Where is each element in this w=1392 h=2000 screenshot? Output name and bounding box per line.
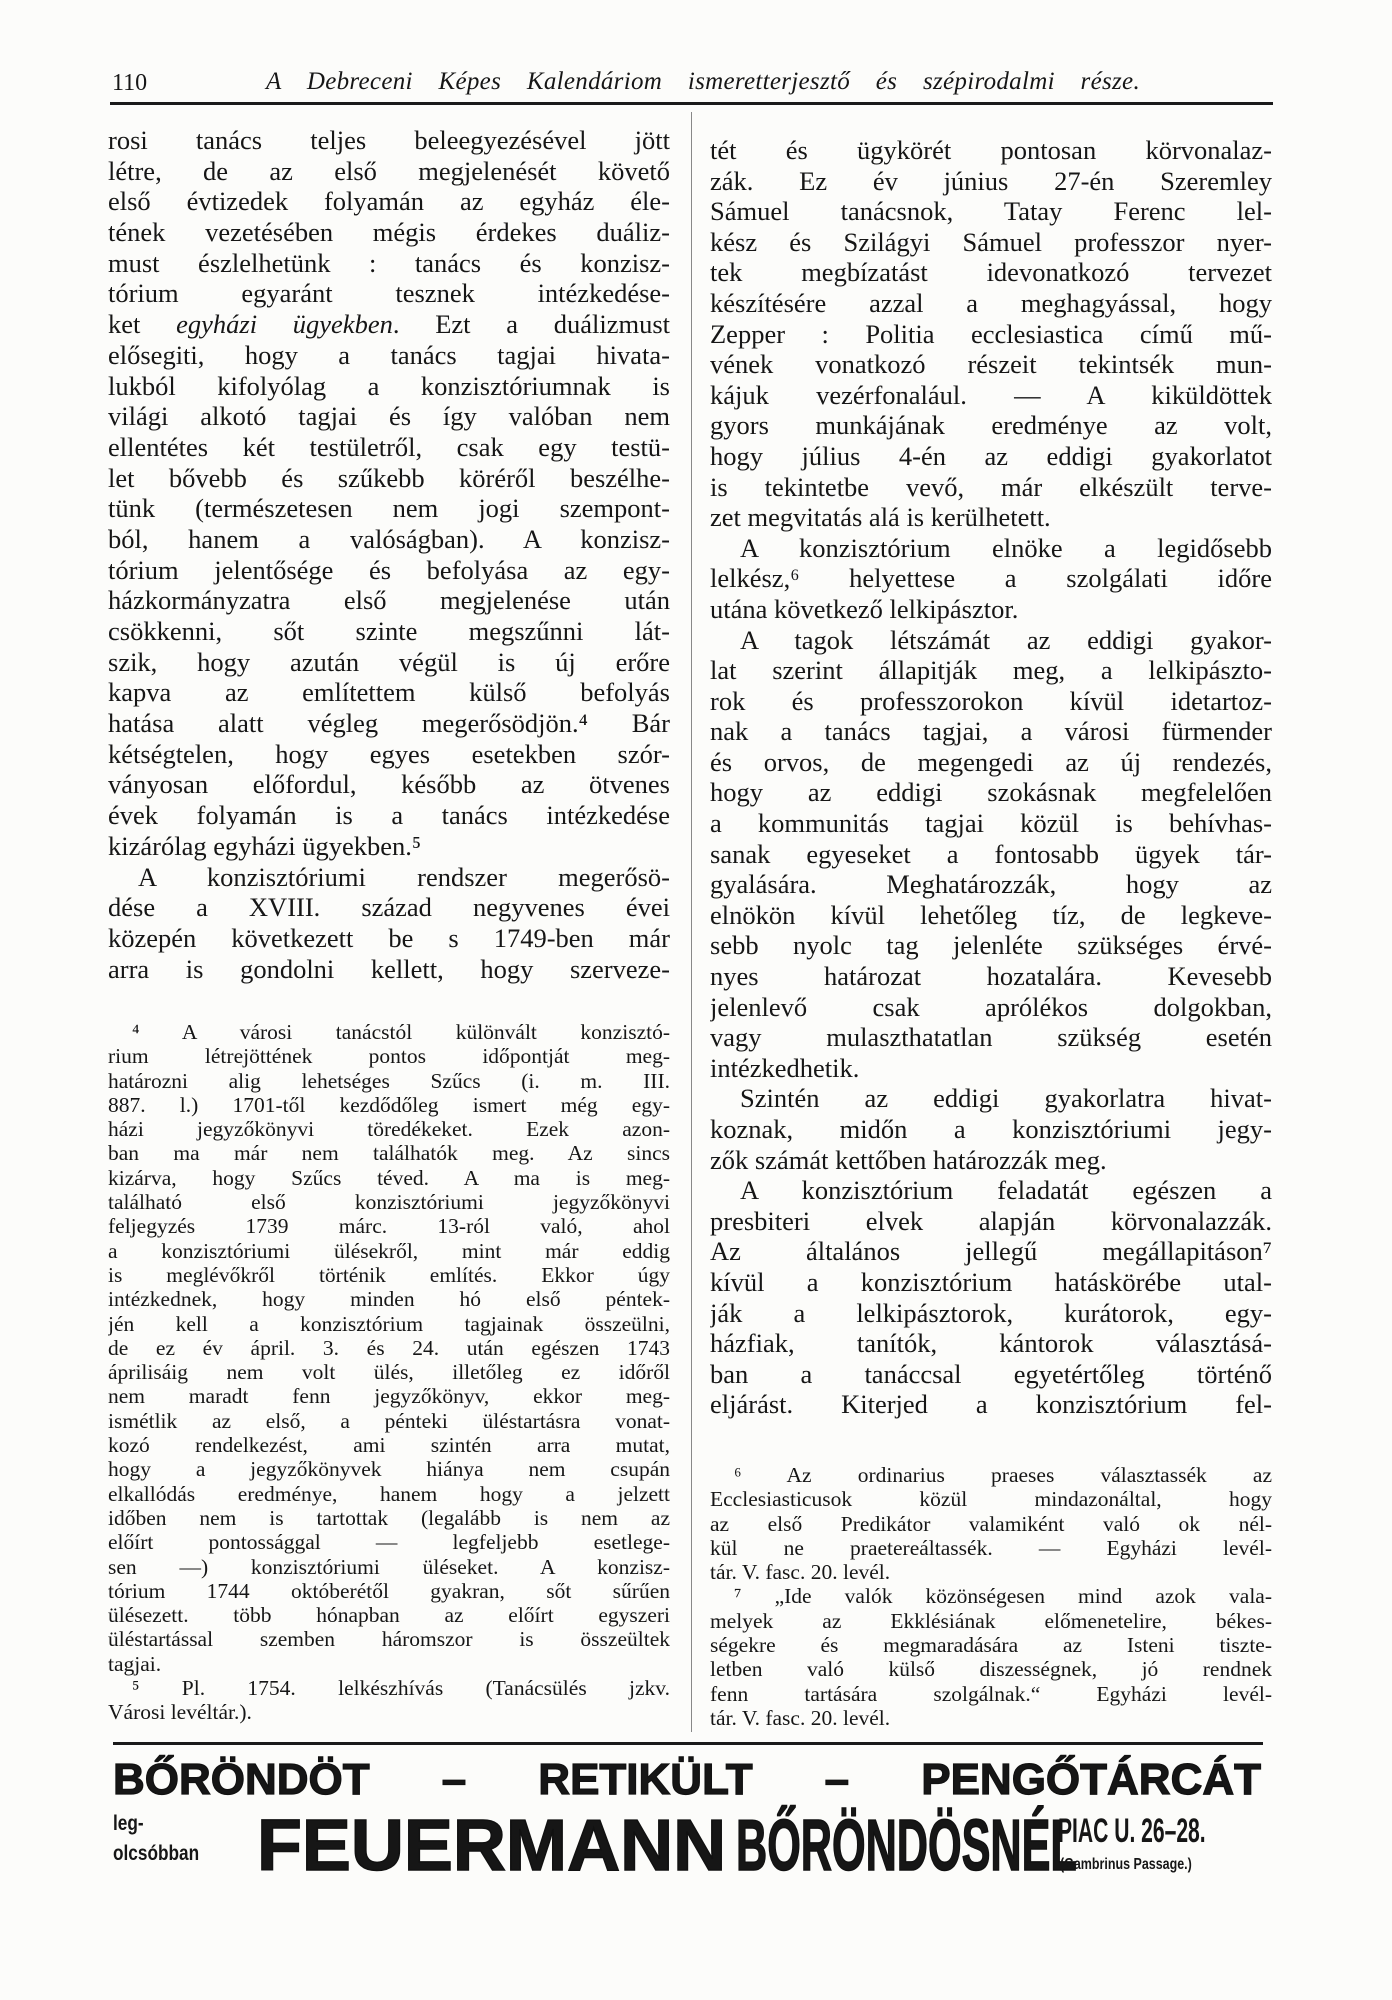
italic-text: egyházi ügyekben bbox=[176, 309, 393, 340]
text-segment: ket bbox=[108, 309, 177, 340]
text-line: vének vonatkozó részeit tekintsék mun- bbox=[710, 349, 1272, 380]
text-line: Ecclesiasticusok közül mindazonáltal, hogy bbox=[710, 1487, 1272, 1512]
text-line: előírt pontossággal — legfeljebb esetlege- bbox=[108, 1530, 670, 1555]
text-line: zet megvitatás alá is kerülhetett. bbox=[710, 502, 1051, 533]
ad-shop-name: BŐRÖNDÖSNÉL bbox=[736, 1806, 1077, 1886]
text-line: hogy az eddigi szokásnak megfelelően bbox=[710, 777, 1272, 808]
text-line: ⁶ Az ordinarius praeses választassék az bbox=[734, 1463, 1272, 1487]
text-line: első évtizedek folyamán az egyház éle- bbox=[108, 186, 670, 217]
text-line: jelenlevő csak aprólékos dolgokban, bbox=[710, 991, 1272, 1022]
text-line: kozó rendelkezést, ami szintén arra mutat, bbox=[108, 1433, 670, 1458]
text-line: csökkenni, sőt szinte megszűnni lát- bbox=[108, 616, 670, 646]
ad-headline: BŐRÖNDÖT – RETIKÜLT – PENGŐTÁRCÁT bbox=[113, 1755, 1261, 1804]
text-line: évek folyamán is a tanács intézkedése bbox=[108, 800, 670, 831]
text-line: hogy július 4-én az eddigi gyakorlatot bbox=[710, 440, 1272, 471]
text-line: kül ne praetereáltassék. — Egyházi levél- bbox=[710, 1535, 1272, 1560]
right-column-footnotes bbox=[710, 1463, 1272, 1730]
text-line: házkormányzatra első megjelenése után bbox=[108, 585, 670, 616]
text-line: időben nem is tartottak (legalább is nem az bbox=[108, 1505, 670, 1530]
ad-prefix-line1: leg- bbox=[113, 1812, 144, 1835]
text-line: készítésére azzal a meghagyással, hogy bbox=[710, 287, 1272, 318]
text-line: elnökön kívül lehetőleg tíz, de legkeve- bbox=[710, 899, 1272, 930]
text-segment: . Ezt a duálizmust bbox=[392, 309, 670, 340]
text-line: áprilisáig nem volt ülés, illetőleg ez időről bbox=[108, 1360, 670, 1385]
text-line: és orvos, de megengedi az új rendezés, bbox=[710, 746, 1272, 777]
ad-address: PIAC U. 26–28. bbox=[1058, 1812, 1206, 1850]
running-title: A Debreceni Képes Kalendáriom ismeretterjesztő és szépirodalmi része. bbox=[266, 68, 1140, 95]
text-line: tórium 1744 októberétől gyakran, sőt sűrűen bbox=[108, 1578, 670, 1603]
ad-prefix-line2: olcsóbban bbox=[113, 1842, 200, 1865]
text-line: kizárva, hogy Szűcs téved. A ma is meg- bbox=[108, 1165, 670, 1190]
right-column-body bbox=[710, 135, 1272, 1420]
text-line: a konzisztóriumi ülésekről, mint már eddig bbox=[108, 1238, 670, 1263]
text-line: vagy mulaszthatatlan szükség esetén bbox=[710, 1022, 1272, 1053]
text-line: let bővebb és szűkebb köréről beszélhe- bbox=[108, 462, 670, 493]
left-column-footnotes bbox=[108, 1020, 670, 1725]
text-line: tórium egyaránt tesznek intézkedése- bbox=[108, 278, 670, 309]
text-line: ban a tanáccsal egyetértőleg történő bbox=[710, 1358, 1272, 1389]
text-line: lelkész,⁶ helyettese a szolgálati időre bbox=[710, 563, 1272, 594]
text-line: világi alkotó tagjai és így valóban nem bbox=[108, 401, 670, 432]
text-line: sanak egyeseket a fontosabb ügyek tár- bbox=[710, 838, 1272, 869]
left-column-body bbox=[108, 125, 670, 984]
text-line: feljegyzés 1739 márc. 13-ról való, ahol bbox=[108, 1214, 670, 1239]
text-line: szik, hogy azután végül is új erőre bbox=[108, 646, 670, 677]
text-line: Városi levéltár.). bbox=[108, 1700, 252, 1725]
text-line: ⁷ „Ide valók közönségesen mind azok vala- bbox=[734, 1584, 1272, 1609]
ad-company-name: FEUERMANN bbox=[257, 1806, 727, 1886]
page-number: 110 bbox=[112, 70, 148, 96]
text-line: az első Predikátor valamiként való ok nél- bbox=[710, 1511, 1272, 1536]
text-line: házi jegyzőkönyvi töredékeket. Ezek azon- bbox=[108, 1117, 670, 1142]
text-line: kétségtelen, hogy egyes esetekben szór- bbox=[108, 738, 670, 769]
text-line: letben való külső diszességnek, jó rendnek bbox=[710, 1657, 1272, 1682]
text-line: kész és Szilágyi Sámuel professzor nyer- bbox=[710, 226, 1272, 257]
text-line: A konzisztórium feladatát egészen a bbox=[740, 1175, 1272, 1206]
text-line: ségekre és megmaradására az Isteni tiszte- bbox=[710, 1633, 1272, 1658]
text-line: intézkedhetik. bbox=[710, 1052, 860, 1083]
text-line: létre, de az első megjelenését követő bbox=[108, 155, 670, 186]
column-divider bbox=[691, 112, 692, 1732]
text-line: Zepper : Politia ecclesiastica című mű- bbox=[710, 318, 1272, 349]
text-line: ból, hanem a valóságban). A konzisz- bbox=[108, 523, 670, 554]
ad-address-note: (Gambrinus Passage.) bbox=[1060, 1856, 1192, 1873]
text-line: határozni alig lehetséges Szűcs (i. m. III. bbox=[108, 1068, 670, 1093]
text-line: A konzisztórium elnöke a legidősebb bbox=[740, 532, 1272, 563]
text-line: kapva az említettem külső befolyás bbox=[108, 677, 670, 708]
text-line: sebb nyolc tag jelenléte szükséges érvé- bbox=[710, 930, 1272, 961]
text-line: rium létrejöttének pontos időpontját meg- bbox=[108, 1044, 670, 1069]
text-line bbox=[108, 309, 670, 340]
text-line: közepén következett be s 1749-ben már bbox=[108, 922, 670, 953]
text-line: kájuk vezérfonalául. — A kiküldöttek bbox=[710, 379, 1272, 410]
text-line: utána következő lelkipásztor. bbox=[710, 593, 1019, 624]
text-line: rosi tanács teljes beleegyezésével jött bbox=[108, 125, 670, 155]
text-line: is tekintetbe vevő, már elkészült terve- bbox=[710, 471, 1272, 502]
text-line: ismétlik az első, a pénteki üléstartásra vonat- bbox=[108, 1408, 670, 1433]
text-line: is meglévőkről történik említés. Ekkor úgy bbox=[108, 1262, 670, 1287]
text-line: tének vezetésében mégis érdekes duáliz- bbox=[108, 217, 670, 248]
text-line: ⁴ A városi tanácstól különvált konzisztó- bbox=[132, 1020, 670, 1044]
text-line: gyalására. Meghatározzák, hogy az bbox=[710, 869, 1272, 900]
text-line: sen —) konzisztóriumi üléseket. A konzisz- bbox=[108, 1554, 670, 1579]
text-line: hatása alatt végleg megerősödjön.⁴ Bár bbox=[108, 708, 670, 739]
text-line: zák. Ez év június 27-én Szeremley bbox=[710, 165, 1272, 196]
text-line: található első konzisztóriumi jegyzőkönyvi bbox=[108, 1190, 670, 1215]
text-line: lukból kifolyólag a konzisztóriumnak is bbox=[108, 370, 670, 401]
text-line: tagjai. bbox=[108, 1651, 162, 1676]
text-line: must észlelhetünk : tanács és konzisz- bbox=[108, 247, 670, 278]
ad-rule bbox=[113, 1742, 1263, 1745]
text-line: üléstartással szemben háromszor is összeültek bbox=[108, 1627, 670, 1652]
text-line: a kommunitás tagjai közül is behívhas- bbox=[710, 808, 1272, 839]
text-line: ülésezett. több hónapban az előírt egyszeri bbox=[108, 1603, 670, 1628]
text-line: elkallódás eredménye, hanem hogy a jelzett bbox=[108, 1481, 670, 1506]
text-line: arra is gondolni kellett, hogy szerveze- bbox=[108, 953, 670, 984]
text-line: ványosan előfordul, később az ötvenes bbox=[108, 769, 670, 800]
text-line: elősegiti, hogy a tanács tagjai hivata- bbox=[108, 339, 670, 370]
text-line: Sámuel tanácsnok, Tatay Ferenc lel- bbox=[710, 196, 1272, 227]
text-line: presbiteri elvek alapján körvonalazzák. bbox=[710, 1205, 1272, 1236]
text-line: zők számát kettőben határozzák meg. bbox=[710, 1144, 1107, 1175]
text-line: fenn tartására szolgálnak.“ Egyházi levél- bbox=[710, 1681, 1272, 1706]
text-line: eljárást. Kiterjed a konzisztórium fel- bbox=[710, 1389, 1272, 1420]
text-line: ⁵ Pl. 1754. lelkészhívás (Tanácsülés jzkv. bbox=[132, 1676, 670, 1701]
text-line: tek megbízatást idevonatkozó tervezet bbox=[710, 257, 1272, 288]
text-line: Az általános jellegű megállapitáson⁷ bbox=[710, 1236, 1272, 1267]
text-line: ják a lelkipásztorok, kurátorok, egy- bbox=[710, 1297, 1272, 1328]
text-line: ellentétes két testületről, csak egy testü- bbox=[108, 431, 670, 462]
text-line: A tagok létszámát az eddigi gyakor- bbox=[740, 624, 1272, 655]
text-line: Szintén az eddigi gyakorlatra hivat- bbox=[740, 1083, 1272, 1114]
text-line: házfiak, tanítók, kántorok választásá- bbox=[710, 1328, 1272, 1359]
header-rule bbox=[110, 102, 1273, 105]
text-line: ban ma már nem találhatók meg. Az sincs bbox=[108, 1141, 670, 1166]
text-line: de ez év ápril. 3. és 24. után egészen 1743 bbox=[108, 1335, 670, 1360]
text-line: jén kell a konzisztórium tagjainak összeülni, bbox=[108, 1311, 670, 1336]
text-line: rok és professzorokon kívül idetartoz- bbox=[710, 685, 1272, 716]
text-line: kizárólag egyházi ügyekben.⁵ bbox=[108, 830, 422, 861]
text-line: 887. l.) 1701-től kezdődőleg ismert még egy- bbox=[108, 1092, 670, 1117]
text-line: intézkednek, hogy minden hó első péntek- bbox=[108, 1287, 670, 1312]
text-line: lat szerint állapitják meg, a lelkipászto- bbox=[710, 655, 1272, 686]
text-line: melyek az Ekklésiának előmenetelire, békes- bbox=[710, 1608, 1272, 1633]
text-line: nak a tanács tagjai, a városi fürmender bbox=[710, 716, 1272, 747]
text-line: nyes határozat hozatalára. Kevesebb bbox=[710, 961, 1272, 992]
text-line: dése a XVIII. század negyvenes évei bbox=[108, 892, 670, 923]
text-line: tórium jelentősége és befolyása az egy- bbox=[108, 554, 670, 585]
text-line: koznak, midőn a konzisztóriumi jegy- bbox=[710, 1114, 1272, 1144]
text-line: tár. V. fasc. 20. levél. bbox=[710, 1560, 891, 1585]
text-line: gyors munkájának eredménye az volt, bbox=[710, 410, 1272, 441]
text-line: tár. V. fasc. 20. levél. bbox=[710, 1705, 891, 1730]
text-line: hogy a jegyzőkönyvek hiánya nem csupán bbox=[108, 1457, 670, 1482]
text-line: A konzisztóriumi rendszer megerősö- bbox=[138, 861, 670, 892]
text-line: kívül a konzisztórium hatáskörébe utal- bbox=[710, 1266, 1272, 1297]
text-line: tünk (természetesen nem jogi szempont- bbox=[108, 493, 670, 524]
text-line: nem maradt fenn jegyzőkönyv, ekkor meg- bbox=[108, 1384, 670, 1409]
text-line: tét és ügykörét pontosan körvonalaz- bbox=[710, 135, 1272, 165]
